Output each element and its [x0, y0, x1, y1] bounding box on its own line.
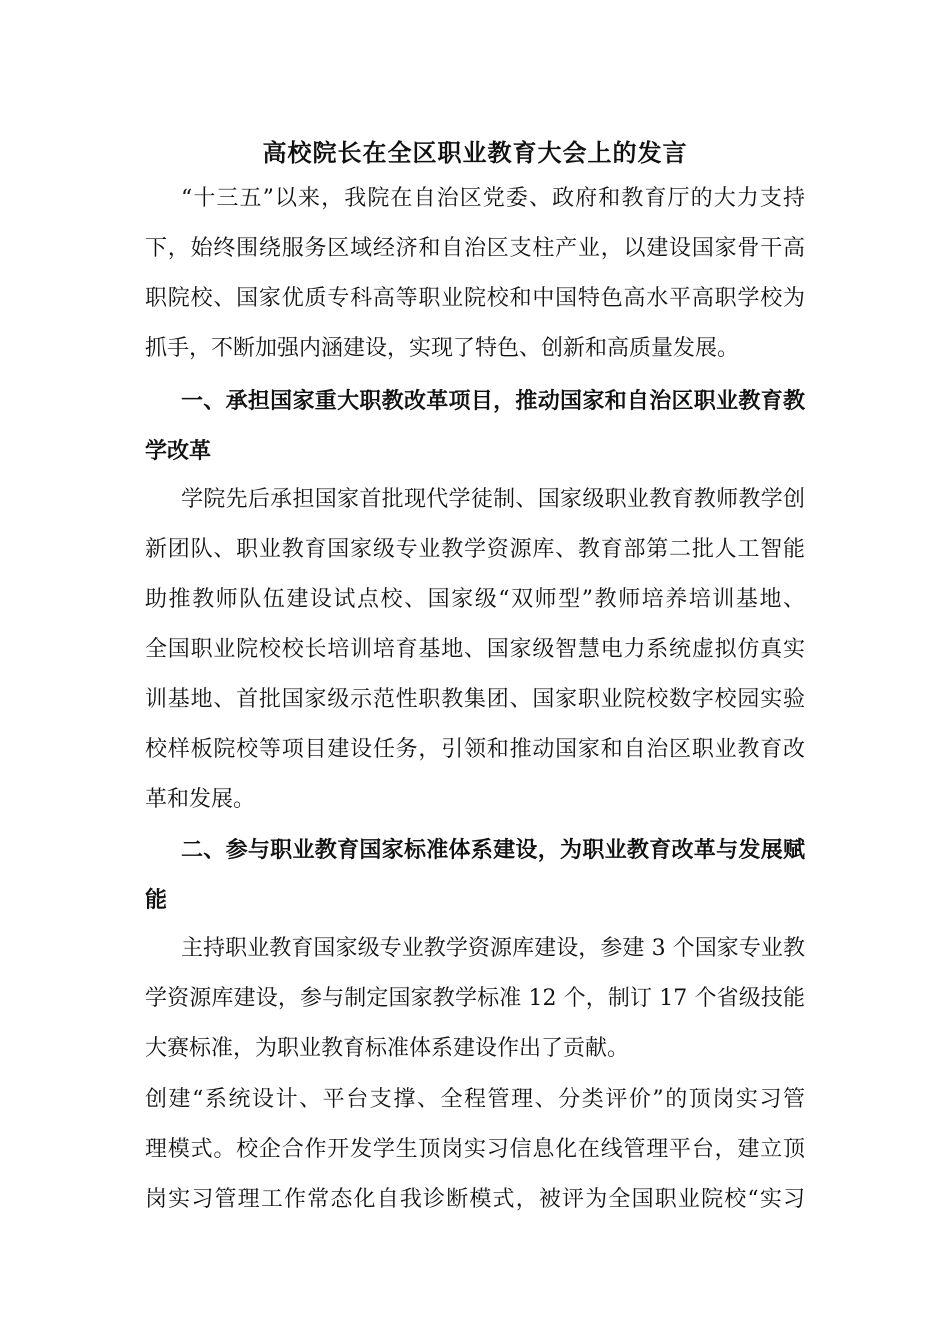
section2-heading-line-2: 能 [145, 887, 168, 913]
document-title: 高校院长在全区职业教育大会上的发言 [262, 138, 688, 167]
section1-body-line-6: 校样板院校等项目建设任务，引领和推动国家和自治区职业教育改 [145, 737, 805, 762]
section1-heading-line-1: 一、承担国家重大职教改革项目，推动国家和自治区职业教育教 [181, 388, 805, 414]
section2-heading-line-1: 二、参与职业教育国家标准体系建设，为职业教育改革与发展赋 [181, 837, 805, 863]
section2-body-line-2: 学资源库建设，参与制定国家教学标准 12 个，制订 17 个省级技能 [145, 986, 805, 1011]
intro-line-2: 下，始终围绕服务区域经济和自治区支柱产业，以建设国家骨干高 [145, 236, 805, 261]
intro-line-3: 职院校、国家优质专科高等职业院校和中国特色高水平高职学校为 [145, 286, 805, 311]
section1-body-line-4: 全国职业院校校长培训培育基地、国家级智慧电力系统虚拟仿真实 [145, 637, 805, 662]
section1-body-line-2: 新团队、职业教育国家级专业教学资源库、教育部第二批人工智能 [145, 537, 805, 562]
section2-body2-line-3: 岗实习管理工作常态化自我诊断模式，被评为全国职业院校“实习 [145, 1187, 805, 1212]
section1-body-line-7: 革和发展。 [145, 787, 256, 812]
section2-body-line-1: 主持职业教育国家级专业教学资源库建设，参建 3 个国家专业教 [181, 936, 805, 961]
section1-body-line-5: 训基地、首批国家级示范性职教集团、国家职业院校数字校园实验 [145, 687, 805, 712]
section2-body2-line-1: 创建“系统设计、平台支撑、全程管理、分类评价”的顶岗实习管 [145, 1087, 805, 1112]
section2-body2-line-2: 理模式。校企合作开发学生顶岗实习信息化在线管理平台，建立顶 [145, 1137, 805, 1162]
intro-line-4: 抓手，不断加强内涵建设，实现了特色、创新和高质量发展。 [145, 336, 740, 361]
section1-body-line-3: 助推教师队伍建设试点校、国家级“双师型”教师培养培训基地、 [145, 587, 805, 612]
intro-line-1: “十三五”以来，我院在自治区党委、政府和教育厅的大力支持 [181, 186, 805, 211]
section2-body-line-3: 大赛标准，为职业教育标准体系建设作出了贡献。 [145, 1036, 630, 1061]
section1-heading-line-2: 学改革 [145, 438, 212, 464]
section1-body-line-1: 学院先后承担国家首批现代学徒制、国家级职业教育教师教学创 [181, 487, 805, 512]
